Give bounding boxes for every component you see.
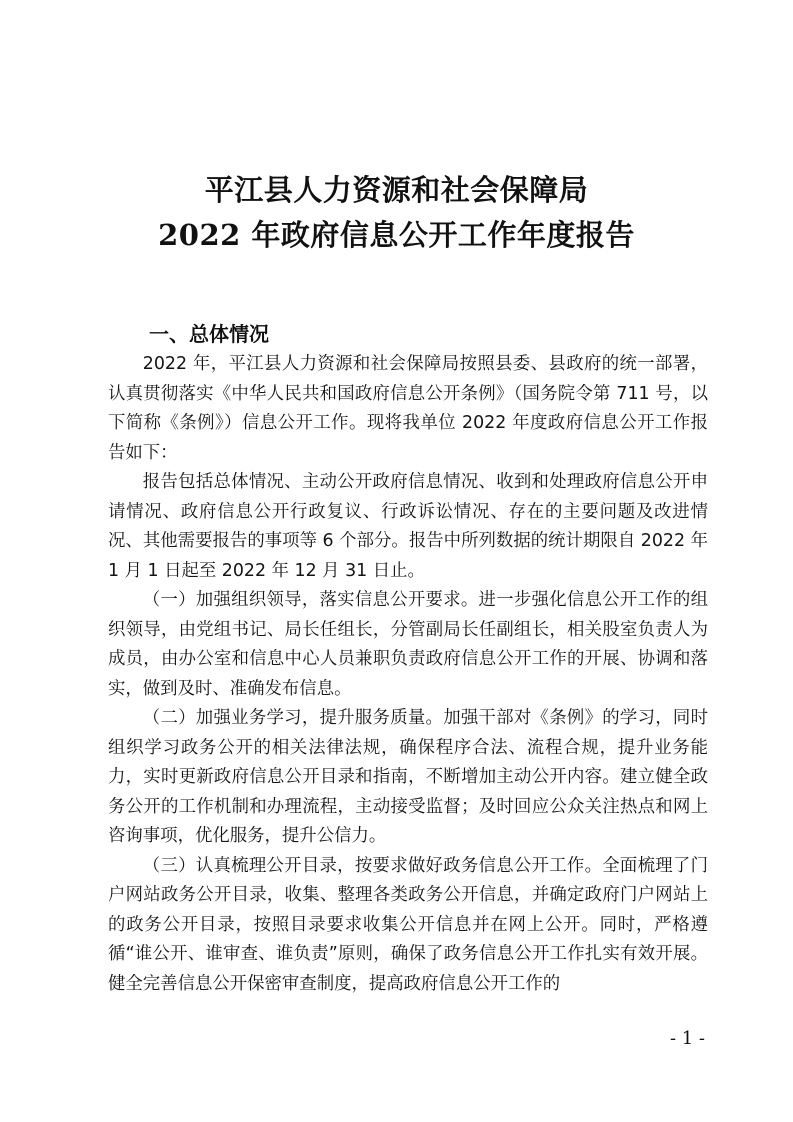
paragraph-study: （二）加强业务学习，提升服务质量。加强干部对《条例》的学习，同时组织学习政务公开的相关法律法规，确保程序合法、流程合规，提升业务能力，实时更新政府信息公开目录和指南，不断增加主动公开内容。建立健全政务公开的工作机制和办理流程，主动接受监督；及时回应公众关注热点和网上咨询事项，优化服务，提升公信力。 — [108, 708, 708, 846]
report-title-line2: 2022 年政府信息公开工作年度报告 — [158, 218, 635, 252]
paragraph-catalog: （三）认真梳理公开目录，按要求做好政务信息公开工作。全面梳理了门户网站政务公开目录，收集、整理各类政务公开信息，并确定政府门户网站上的政务公开目录，按照目录要求收集公开信息并在网上公开。同时，严格遵循“谁公开、谁审查、谁负责”原则，确保了政务信息公开工作扎实有效开展。健全完善信息公开保密审查制度，提高政府信息公开工作的 — [108, 855, 708, 994]
section-heading: 一、总体情况 — [149, 322, 269, 346]
page-number: - 1 - — [669, 1028, 705, 1049]
paragraph-intro: 2022 年，平江县人力资源和社会保障局按照县委、县政府的统一部署，认真贯彻落实《中华人民共和国政府信息公开条例》（国务院令第 711 号，以下简称《条例》）信息公开工作。现将我单位 2022 年度政府信息公开工作报告如下： — [108, 354, 708, 463]
paragraph-organization: （一）加强组织领导，落实信息公开要求。进一步强化信息公开工作的组织领导，由党组书记、局长任组长，分管副局长任副组长，相关股室负责人为成员，由办公室和信息中心人员兼职负责政府信息公开工作的开展、协调和落实，做到及时、准确发布信息。 — [108, 590, 708, 699]
paragraph-scope: 报告包括总体情况、主动公开政府信息情况、收到和处理政府信息公开申请情况、政府信息公开行政复议、行政诉讼情况、存在的主要问题及改进情况、其他需要报告的事项等 6 个部分。报告中所列数据的统计期限自 2022 年 1 月 1 日起至 2022 年 12 月 31 日止。 — [108, 472, 708, 581]
section-body — [108, 350, 708, 999]
report-title-line1: 平江县人力资源和社会保障局 — [204, 173, 589, 207]
